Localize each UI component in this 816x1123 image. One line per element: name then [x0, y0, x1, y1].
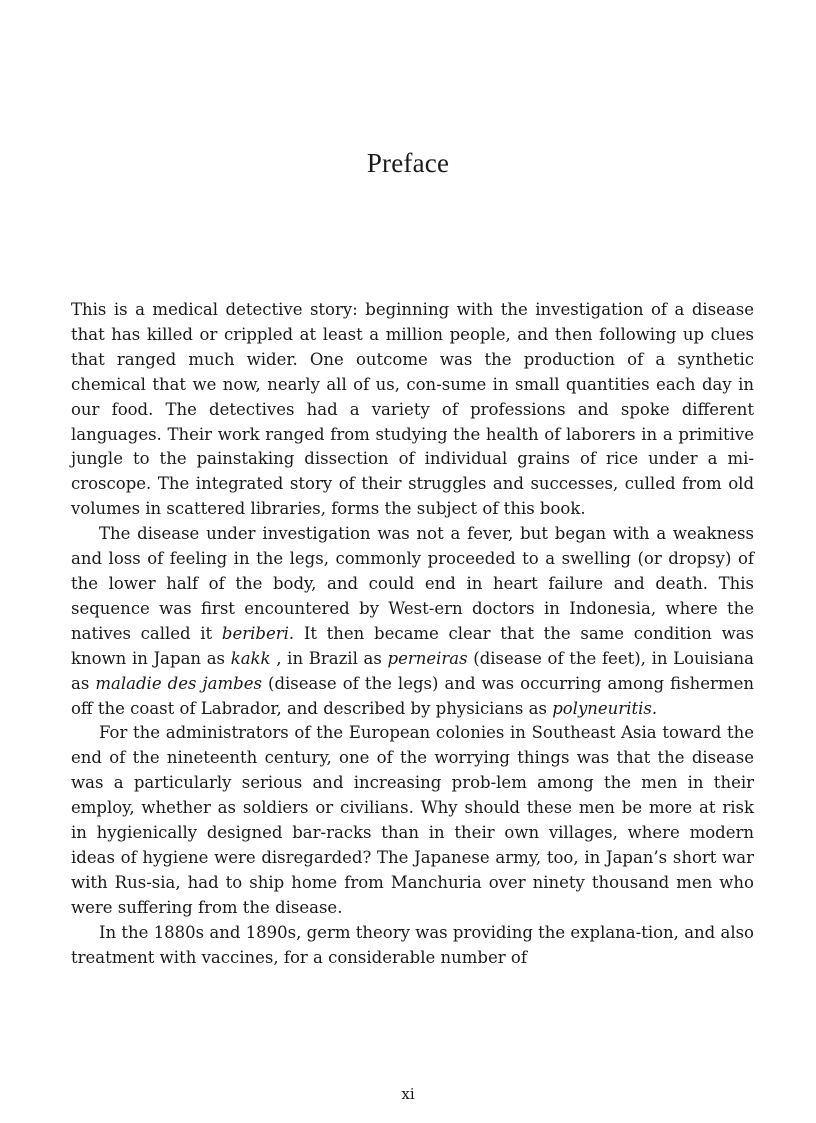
- paragraph: [71, 921, 754, 971]
- text-run: The disease under investigation was not a fever, but began with a weakness and loss of feeling in the legs, commonly proceeded to a swelling (or dropsy) of the lower half of the body, and could end in heart failure and death. This sequence was first encountered by West-ern doctors in Indonesia, where the natives called it: [71, 524, 754, 643]
- text-run: In the 1880s and 1890s, germ theory was providing the explana-tion, and also treatment with vaccines, for a considerable number of: [71, 922, 754, 967]
- paragraph: [71, 298, 754, 522]
- text-run: It then became clear that the same condition was known in Japan as: [71, 623, 755, 668]
- chapter-title: Preface: [366, 148, 450, 178]
- text-run: (disease of the feet), in Louisiana as: [71, 648, 754, 693]
- text-run: This is a medical detective story: beginning with the investigation of a disease that has killed or crippled at least a million people, and then following up clues that ranged much wider. One outcome was the production of a synthetic chemical that we now, nearly all of us, con-sume in small quantities each day in our food. The detectives had a variety of professions and spoke different languages. Their work ranged from studying the health of laborers in a primitive jungle to the painstaking dissection of individual grains of rice under a mi-croscope. The integrated story of their struggles and successes, culled from old volumes in scattered libraries, forms the subject of this book.: [71, 300, 754, 519]
- italic-term: polyneuritis.: [552, 698, 658, 718]
- page-number: xi: [401, 1085, 415, 1103]
- italic-term: kakk: [230, 648, 271, 668]
- italic-term: maladie des jambes: [95, 673, 262, 693]
- paragraph: [71, 721, 754, 920]
- text-run: (disease of the legs) and was occurring among fishermen off the coast of Labrador, and described by physicians as: [71, 673, 754, 718]
- paragraph: [71, 522, 754, 721]
- text-run: , in Brazil as: [270, 648, 388, 668]
- italic-term: beriberi.: [221, 623, 295, 643]
- italic-term: perneiras: [387, 648, 468, 668]
- text-run: For the administrators of the European colonies in Southeast Asia toward the end of the nineteenth century, one of the worrying things was that the disease was a particularly serious and increasing prob-lem among the men in their employ, whether as soldiers or civilians. Why should these men be more at risk in hygienically designed bar-racks than in their own villages, where modern ideas of hygiene were disregarded? The Japanese army, too, in Japan’s short war with Rus-sia, had to ship home from Manchuria over ninety thousand men who were suffering from the disease.: [71, 723, 754, 917]
- preface-body-text: [71, 298, 754, 970]
